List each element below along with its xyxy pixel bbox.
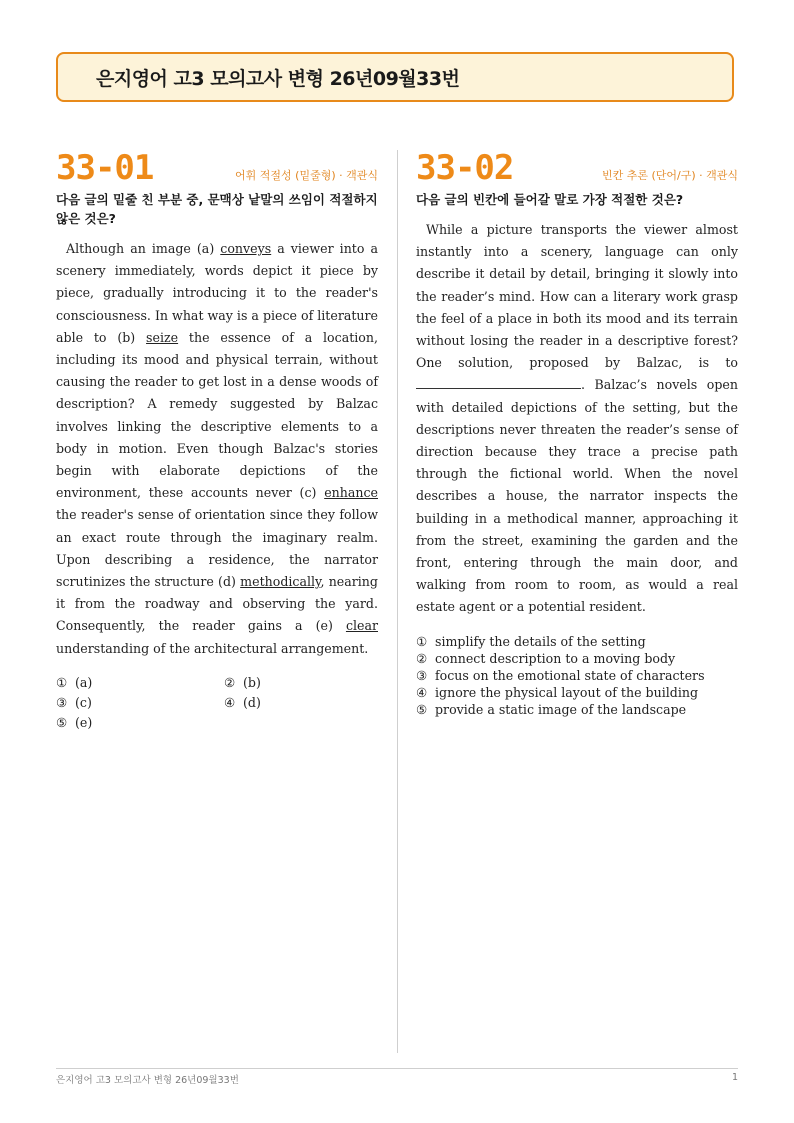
answer-choices	[56, 674, 378, 731]
question-33-02	[416, 150, 738, 718]
question-prompt: 다음 글의 밑줄 친 부분 중, 문맥상 낱말의 쓰임이 적절하지 않은 것은?	[56, 192, 378, 226]
answer-blank	[416, 376, 581, 389]
choice-5[interactable]: ⑤ (e)	[56, 714, 93, 730]
question-type: 어휘 적절성 (밑줄형) · 객관식	[235, 169, 378, 182]
choice-2[interactable]: ② connect description to a moving body	[416, 650, 676, 666]
choice-5[interactable]: ⑤ provide a static image of the landscape	[416, 701, 687, 717]
underlined-word-c: enhance	[324, 485, 378, 501]
page-title: 은지영어 고3 모의고사 변형 26년09월33번	[96, 67, 460, 90]
question-prompt: 다음 글의 빈칸에 들어갈 말로 가장 적절한 것은?	[416, 192, 684, 207]
underlined-word-e: clear	[345, 618, 378, 634]
passage: While a picture transports the viewer almost instantly into a scenery, language can only describe it detail by detail, bringing it slowly into the reader’s mind. How can a literary work grasp the feel of a place in both its mood and its terrain without losing the reader in a descriptive forest? One solution, proposed by Balzac, is to. Balzac’s novels open with detailed depictions of the setting, but the descriptions never threaten the reader’s sense of direction because they trace a precise path through the fictional world. When the novel describes a house, the narrator inspects the building in a methodical manner, approaching it from the street, examining the garden and the front, entering through the main door, and walking from room to room, as would a real estate agent or a potential resident.	[416, 222, 738, 615]
column-divider	[397, 150, 398, 1053]
choice-3[interactable]: ③ (c)	[56, 694, 92, 710]
question-header	[56, 150, 378, 190]
passage: Although an image (a) conveys a viewer into a scenery immediately, words depict it piece by piece, gradually introducing it to the reader's consciousness. In what way is a piece of literature able to (b) seize the essence of a location, including its mood and physical terrain, without causing the reader to get lost in a dense woods of description? A remedy suggested by Balzac involves linking the descriptive elements to a body in motion. Even though Balzac's stories begin with elaborate depictions of the environment, these accounts never (c) enhance the reader's sense of orientation since they follow an exact route through the imaginary realm. Upon describing a residence, the narrator scrutinizes the structure (d) methodically, nearing it from the roadway and observing the yard. Consequently, the reader gains a (e) clear understanding of the architectural arrangement.	[56, 241, 378, 656]
underlined-word-a: conveys	[220, 241, 272, 256]
question-header	[416, 150, 738, 190]
answer-choices	[416, 633, 738, 718]
choice-1[interactable]: ① simplify the details of the setting	[416, 633, 646, 649]
underlined-word-d: methodically	[240, 574, 321, 590]
page-number: 1	[731, 1072, 738, 1083]
footer-title: 은지영어 고3 모의고사 변형 26년09월33번	[56, 1075, 239, 1086]
choice-1[interactable]: ① (a)	[56, 674, 93, 690]
footer-divider	[56, 1068, 738, 1069]
underlined-word-b: seize	[146, 329, 179, 345]
choice-2[interactable]: ② (b)	[224, 674, 261, 690]
choice-4[interactable]: ④ (d)	[224, 694, 261, 710]
choice-4[interactable]: ④ ignore the physical layout of the building	[416, 684, 699, 700]
choice-3[interactable]: ③ focus on the emotional state of characters	[416, 667, 705, 683]
question-number: 33-01	[56, 148, 154, 188]
question-type: 빈칸 추론 (단어/구) · 객관식	[601, 169, 738, 182]
header-box	[56, 52, 734, 102]
question-33-01	[56, 150, 378, 731]
question-number: 33-02	[416, 148, 514, 188]
